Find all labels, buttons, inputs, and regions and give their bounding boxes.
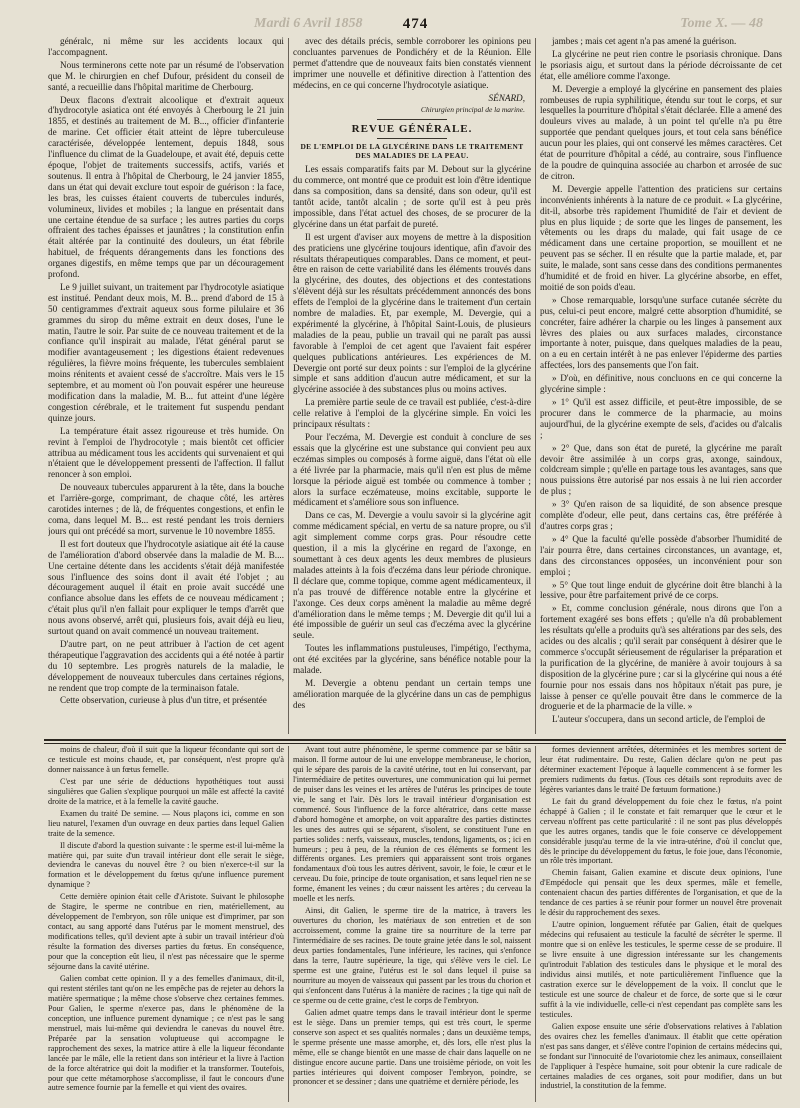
paragraph: Galien admet quatre temps dans le travail intérieur dont le sperme est le siège. Dans un premier temps, qui est très court, le sperme conserve son aspect et ses qualités normales ; dans un deuxième temps, le sperme présente une masse amorphe, et, dès lors, elle n'est plus la même, elle se change bientôt en une masse de chair dans laquelle on ne distingue encore aucune partie. Dans une troisième période, on voit les parties intérieures qui doivent composer l'embryon, poindre, se prononcer et se dessiner ; dans une quatrième et dernière période, les <box>293 1007 531 1087</box>
feuilleton-rule <box>44 743 786 744</box>
paragraph: » Chose remarquable, lorsqu'une surface cutanée sécrète du pus, celui-ci peut encore, malgré cette absorption d'humidité, se concréter, faire adhérer la charpie ou les linges à pansement aux lèvres des plaies ou aux surfaces malades, circonstance importante à noter, puisque, dans quelques maladies de la peau, on a eu en certain intérêt à ne pas enlever l'épiderme des parties affectées, lors des pansements que l'on fait. <box>540 294 782 371</box>
paragraph: Le fait du grand développement du foie chez le fœtus, n'a point échappé à Galien ; il le constate et fait remarquer que le cœur et le cerveau n'offrent pas cette particularité : il ne sont pas plus développés que les autres organes, tandis que le foie conserve ce développement considérable jusqu'au terme de la vie intra-utérine, d'où il conclut que, dès le principe du développement du fœtus, le foie joue, dans l'économie, un rôle très important. <box>540 796 782 866</box>
paragraph: formes deviennent arrêtées, déterminées et les membres sortent de leur état rudimentaire. Du reste, Galien déclare qu'on ne peut pas déterminer exactement l'époque à laquelle commencent à se former les premiers rudiments du fœtus. (Tous ces détails sont reproduits avec de légères variantes dans le traité De fœtuum formatione.) <box>540 745 782 794</box>
paragraph: La température était assez rigoureuse et très humide. On revint à l'emploi de l'hydrocotyle ; mais bientôt cet officier attribua au médicament tous les accidents qui survenaient et qui n'étaient que le développement pressenti de l'affection. Il fallut renoncer à son emploi. <box>48 425 284 480</box>
article-heading: DE L'EMPLOI DE LA GLYCÉRINE DANS LE TRAITEMENT DES MALADIES DE LA PEAU. <box>300 142 524 161</box>
paragraph: Le 9 juillet suivant, un traitement par l'hydrocotyle asiatique est institué. Pendant deux mois, M. B... prend d'abord de 15 à 50 centigrammes d'extrait aqueux sous forme pilulaire et 36 grammes du sirop du même extrait en deux doses, l'une le matin, l'autre le soir. Par suite de ce nouveau traitement et de la confiance qu'il inspirait au malade, l'état général parut se modifier avantageusement ; les digestions étaient redevenues régulières, la fièvre moins fréquente, les tubercules semblaient moins rénitents et avaient cessé de s'accroître. Mais vers le 15 septembre, et au moment où l'on pouvait espérer une heureuse modification dans la maladie, M. B... fut atteint d'une légère congestion cérébrale, et le traitement fut suspendu pendant quinze jours. <box>48 281 284 423</box>
bleed-through-volume: Tome X. — 48 <box>680 16 763 31</box>
author-signature: SÉNARD, <box>488 92 525 103</box>
paragraph: La première partie seule de ce travail est publiée, c'est-à-dire celle relative à l'emploi de la glycérine simple. En voici les principaux résultats : <box>293 397 531 430</box>
paragraph: » D'où, en définitive, nous concluons en ce qui concerne la glycérine simple : <box>540 373 782 395</box>
top-column-1 <box>48 36 284 736</box>
column-rule <box>288 746 289 1102</box>
paragraph: Toutes les inflammations pustuleuses, l'impétigo, l'ecthyma, ont été excitées par la glycérine, sans bénéfice notable pour la malade. <box>293 643 531 676</box>
column-rule <box>535 746 536 1102</box>
paragraph: Avant tout autre phénomène, le sperme commence par se bâtir sa maison. Il forme autour de lui une enveloppe membraneuse, le chorion, qui le sépare des parois de la cavité utérine, tout en lui conservant, par l'intermédiaire de petites ouvertures, une communication qui lui permet de puiser dans les veines et les artères de l'utérus les principes de toute vie, le sang et l'air. Dès lors le travail intérieur d'organisation est commencé. Sous l'influence de la force altératrice, dans cette masse d'abord homogène et amorphe, on voit apparaître des parties distinctes les unes des autres qui se séparent, s'isolent, se constituent l'une en parties solides : nerfs, vaisseaux, muscles, tendons, ligaments, os ; ici en humeurs ; peu à peu, de la réunion de ces éléments se forment les différents organes. Les premiers qui apparaissent sont trois organes fondamentaux d'où tous les autres dérivent, savoir, le foie, le cœur et le cerveau. Du foie, principe de toute organisation, et sans lequel rien ne se forme, émanent les veines ; du cœur naissent les artères ; du cerveau la moelle et les nerfs. <box>293 745 531 904</box>
section-divider <box>377 119 447 120</box>
paragraph: D'autre part, on ne peut attribuer à l'action de cet agent thérapeutique l'aggravation des accidents qui a été notée à partir du 10 septembre. Les progrès naturels de la maladie, le développement de nouveaux tubercules dans certaines régions, ne rendent que trop compte de la terminaison fatale. <box>48 638 284 693</box>
paragraph: » 4° Que la faculté qu'elle possède d'absorber l'humidité de l'air pourra être, dans certaines circonstances, un avantage, et, dans des circonstances opposées, un inconvénient pour son emploi ; <box>540 533 782 577</box>
paragraph: L'autre opinion, longuement réfutée par Galien, était de quelques médecins qui refusaient au testicule la faculté de sécréter le sperme. Il montre que si on enlève les testicules, le sperme cesse de se produire. Il se livre ensuite à une digression intéressante sur les changements qu'introduit l'ablation des testicules dans le physique et le moral des individus ainsi mutilés, et note particulièrement l'influence que la castration exerce sur le développement de la voix. Il conclut que le testicule est une source de chaleur et de force, de sorte que si le cœur suffit à la vie individuelle, celle-ci n'est cependant pas complète sans les testicules. <box>540 920 782 1019</box>
paragraph: Les essais comparatifs faits par M. Debout sur la glycérine du commerce, ont montré que ce produit est loin d'être identique dans sa composition, dans sa densité, dans son odeur, qu'il est tantôt acide, tantôt alcalin ; de sorte qu'il est à peu près impossible, dans l'état actuel des choses, de se procurer de la glycérine dans un état parfait de pureté. <box>293 164 531 229</box>
paragraph: Deux flacons d'extrait alcoolique et d'extrait aqueux d'hydrocotyle asiatica ont été envoyés à Cherbourg le 21 juin 1855, et destinés au traitement de M. B..., officier d'infanterie de marine. Cet officier était atteint de lèpre tuberculeuse caractérisée, développée lentement, depuis 1848, sous l'influence du climat de la Guadeloupe, et avait été, depuis cette époque, l'objet de traitements successifs, actifs, variés et soutenus. Il entra à l'hôpital de Cherbourg, le 24 janvier 1855, dans un état qui devait exclure tout espoir de guérison : la face, les bras, les cuisses étaient couverts de tubercules indurés, volumineux, livides et mobiles ; la langue en présentait dans une certaine étendue de sa surface ; les autres parties du corps offraient des taches épaisses et jaunâtres ; la constitution enfin était altérée par la continuité des douleurs, un état fébrile habituel, de fréquents dérangements dans les fonctions des organes digestifs, en même temps que par un découragement profond. <box>48 94 284 280</box>
column-rule <box>535 38 536 734</box>
section-divider <box>377 138 447 139</box>
paragraph: Il est urgent d'aviser aux moyens de mettre à la disposition des praticiens une glycérine toujours identique, afin d'avoir des résultats thérapeutiques comparables. Dans ce moment, et peut-être en raison de cette variabilité dans les éléments trouvés dans la glycérine, des doutes, des objections et des contestations s'élèvent déjà sur les résultats précédemment annoncés des bons effets de l'emploi de la glycérine dans le traitement d'un certain nombre de maladies. Et, par exemple, M. Devergie, qui a expérimenté la glycérine, à l'hôpital Saint-Louis, de plusieurs maladies de la peau, publie un travail qui ne paraît pas aussi favorable à l'emploi de cet agent que l'avaient fait espérer quelques publications antérieures. Les expériences de M. Devergie ont porté sur deux points : sur l'emploi de la glycérine simple et sans addition d'aucun autre médicament, et sur la glycérine associée à des substances plus ou moins actives. <box>293 231 531 395</box>
paragraph: » 2° Que, dans son état de pureté, la glycérine me paraît devoir être assimilée à un corps gras, axonge, saindoux, coldcream simple ; qu'elle en partage tous les avantages, sans que nous puissions être autorisé par nos essais à ne lui rien accorder de plus ; <box>540 442 782 497</box>
paragraph: Pour l'eczéma, M. Devergie est conduit à conclure de ses essais que la glycérine est une substance qui convient peu aux eczémas simples ou composés à forme aiguë, dans l'état où elle a été livrée par la pharmacie, mais qu'il n'en est plus de même lorsque la période aiguë est tombée ou commence à tomber ; alors la surface eczémateuse, moins excitable, supporte le médicament et s'améliore sous son influence. <box>293 432 531 508</box>
paragraph: L'auteur s'occupera, dans un second article, de l'emploi de <box>552 714 766 725</box>
page-header <box>48 16 783 36</box>
paragraph: Nous terminerons cette note par un résumé de l'observation que M. le chirurgien en chef Dufour, président du conseil de santé, a recueillie dans l'hôpital maritime de Cherbourg. <box>48 59 284 92</box>
paragraph: Galien expose ensuite une série d'observations relatives à l'ablation des ovaires chez les femelles d'animaux. Il établit que cette opération n'est pas sans danger, et s'élève contre l'opinion de certains médecins qui, se fondant sur l'innocuité de l'ovariotomie chez les animaux, conseillaient de l'appliquer à l'espèce humaine, soit pour obtenir la cure radicale de certaines maladies de ces organes, soit pour modifier, dans un but industriel, la constitution de la femme. <box>540 1021 782 1091</box>
paragraph: M. Devergie a obtenu pendant un certain temps une amélioration marquée de la glycérine dans un cas de pemphigus des <box>293 677 531 710</box>
paragraph: C'est par une série de déductions hypothétiques tout aussi singulières que Galien s'explique pourquoi un mâle est affecté la cavité droite de la matrice, et à la femelle la cavité gauche. <box>48 776 284 806</box>
feuilleton-column-2 <box>293 745 531 1103</box>
paragraph: Il est fort douteux que l'hydrocotyle asiatique ait été la cause de l'amélioration d'abord observée dans la maladie de M. B.... Une certaine détente dans les accidents s'était déjà manifestée sous l'influence des soins dont il avait été l'objet ; au découragement auquel il était en proie avait succédé une confiance absolue dans les effets de ce nouveau médicament ; c'était plus qu'il n'en fallait pour expliquer le temps d'arrêt que nous avons observé, arrêt qui, plusieurs fois, avait déjà eu lieu, surtout quand on avait commencé un nouveau traitement. <box>48 538 284 637</box>
paragraph: M. Devergie appelle l'attention des praticiens sur certains inconvénients inhérents à la nature de ce produit. « La glycérine, dit-il, absorbe très rapidement l'humidité de l'air et devient de plus en plus liquide ; de sorte que les linges de pansement, les vêtements ou les draps du malade, qui fait usage de ce médicament dans une certaine proportion, se mouillent et ne peuvent pas se sécher. Il en résulte que la partie malade, et, par suite, le malade, sont sans cesse dans des conditions permanentes d'humidité et de froid en hiver. La glycérine absorbe, en effet, moitié de son poids d'eau. <box>540 183 782 292</box>
bleed-through-date: Mardi 6 Avril 1858 <box>254 16 363 31</box>
paragraph: » 3° Qu'en raison de sa liquidité, de son absence presque complète d'odeur, elle peut, dans certains cas, être préférée à d'autres corps gras ; <box>540 499 782 531</box>
review-heading: REVUE GÉNÉRALE. <box>351 123 473 136</box>
paragraph: Dans ce cas, M. Devergie a voulu savoir si la glycérine agit comme médicament spécial, en vertu de sa nature propre, ou s'il agit simplement comme corps gras. Pour résoudre cette question, il a mis la glycérine en regard de l'axonge, en soumettant à ces deux agents les deux membres de plusieurs malades atteints à la fois d'eczéma dans leur période chronique. Il déclare que, comme topique, comme agent médicamenteux, il n'a pas trouvé de différence notable entre la glycérine et l'axonge. Ces deux corps amènent la maladie au même degré d'amélioration dans le même temps ; M. Devergie dit qu'il lui a été impossible de guérir un seul cas d'eczéma avec la glycérine seule. <box>293 510 531 641</box>
paragraph: moins de chaleur, d'où il suit que la liqueur fécondante qui sort de ce testicule est moins chaude, et, par conséquent, n'est propre qu'à donner naissance à un fœtus femelle. <box>48 745 284 774</box>
paragraph: M. Devergie a employé la glycérine en pansement des plaies rombeuses de rupia syphilitique, étendu sur tout le corps, et sur lesquelles la pourriture d'hôpital s'était déclarée. Elle a amené des douleurs vives au malade, à un point tel qu'elle n'a pu être supportée que pendant quelques jours, et tout cela sans bénéfice aucun pour les plaies, qui ont conservé les mêmes caractères. Cet état de pourriture d'hôpital a cédé, au contraire, sous l'influence de la poudre de quinquina associée au charbon et arrosée de suc de citron. <box>540 83 782 181</box>
feuilleton-column-1 <box>48 745 284 1103</box>
paragraph: avec des détails précis, semble corroborer les opinions peu concluantes parvenues de Pondichéry et de la Réunion. Elle permet d'attendre que de nouveaux faits bien constatés viennent imprimer une nouvelle et définitive direction à l'attention des médecins, en ce qui concerne l'hydrocotyle asiatique. <box>293 36 531 90</box>
feuilleton-column-3 <box>540 745 782 1103</box>
paragraph: » Et, comme conclusion générale, nous dirons que l'on a fortement exagéré ses bons effets ; qu'elle n'a dû probablement les résultats qu'elle a produits qu'à ses altérations par des sels, des acides ou des alcalis ; qu'il serait par conséquent à désirer que le commerce s'occupât sérieusement de régulariser la préparation et la purification de la glycérine, de manière à avoir toujours à sa disposition de la glycérine pure ; car si la glycérine qui nous a été fournie pour nos essais dans nos hôpitaux n'était pas pure, je laisse à penser ce qu'elle pouvait être dans le commerce de la droguerie et de la pharmacie de la ville. » <box>540 603 782 712</box>
paragraph: Chemin faisant, Galien examine et discute deux opinions, l'une d'Empédocle qui pensait que les deux spermes, mâle et femelle, contenaient chacun des parties différentes de l'organisation, et que de la tendance de ces parties à se réunir pour former un nouvel être provenait le désir du rapprochement des sexes. <box>540 868 782 918</box>
top-column-3 <box>540 36 782 736</box>
paragraph: Cette observation, curieuse à plus d'un titre, et présentée <box>60 695 267 706</box>
paragraph: Il discute d'abord la question suivante : le sperme est-il lui-même la matière qui, par suite d'un travail intérieur dont elle serait le siège, deviendra le canevas du nouvel être ? ou bien n'exerce-t-il sur la formation et le développement du fœtus qu'une influence purement dynamique ? <box>48 840 284 890</box>
feuilleton-rule <box>44 739 786 741</box>
top-column-2 <box>293 36 531 736</box>
paragraph: Galien combat cette opinion. Il y a des femelles d'animaux, dit-il, qui restent stériles tant qu'on ne les empêche pas de rejeter au dehors la matière spermatique ; la même chose s'observe chez certaines femmes. Pour Galien, le sperme n'exerce pas, dans le phénomène de la conception, une influence purement dynamique ; ce n'est pas le sang menstruel, mais lui-même qui deviendra le canevas du nouvel être. Préparée par la sensation voluptueuse qui accompagne le rapprochement des sexes, la matrice attire à elle la liqueur fécondante lancée par le mâle, elle la retient dans son intérieur et la livre à l'action de la force altératrice qui doit la modifier et la transformer. Toutefois, pour que cette métamorphose s'accomplisse, il faut le concours d'une autre semence fournie par la femelle et qui vient des ovaires. <box>48 973 284 1093</box>
column-rule <box>288 38 289 734</box>
page-number: 474 <box>402 16 429 32</box>
paragraph: » 5° Que tout linge enduit de glycérine doit être blanchi à la lessive, pour être parfaitement privé de ce corps. <box>540 579 782 601</box>
paragraph: Cette dernière opinion était celle d'Aristote. Suivant le philosophe de Stagire, le sperme ne contribue en rien, matériellement, au développement de l'embryon, son rôle unique est d'imprimer, par son contact, au sang apporté dans l'utérus par le moment menstruel, des modifications telles, qu'il devient apte à subir un travail intérieur d'où résulte la formation des diverses parties du fœtus. En conséquence, pour que la conception eût lieu, il n'est pas nécessaire que le sperme séjourne dans la cavité utérine. <box>48 892 284 972</box>
paragraph: généralc, ni même sur les accidents locaux qui l'accompagnent. <box>48 36 284 57</box>
author-title: Chirurgien principal de la marine. <box>420 105 525 115</box>
paragraph: Ainsi, dit Galien, le sperme tire de la matrice, à travers les ouvertures du chorion, les matériaux de son entretien et de son accroissement, comme la graine tire sa nourriture de la terre par l'intermédiaire de ses racines. De toute graine jetée dans le sol, naissent deux parties fondamentales, l'une inférieure, les racines, qui s'enfonce dans la terre, l'autre supérieure, la tige, qui s'élève vers le ciel. Le sperme est une graine, l'utérus est le sol dans lequel il puise sa nourriture au moyen de vaisseaux qui passent par les trous du chorion et qui s'enfoncent dans l'utérus à la manière de racines ; la tige qui naît de ce sperme ou de cette graine, c'est le corps de l'embryon. <box>293 906 531 1005</box>
paragraph: Examen du traité De semine. — Nous plaçons ici, comme en son lieu naturel, l'examen d'un ouvrage en deux parties dans lequel Galien traite de la semence. <box>48 808 284 838</box>
paragraph: jambes ; mais cet agent n'a pas amené la guérison. <box>552 36 737 46</box>
paragraph: » 1° Qu'il est assez difficile, et peut-être impossible, de se procurer dans le commerce de la pharmacie, au moins aujourd'hui, de la glycérine exempte de sels, d'acides ou d'alcalis ; <box>540 397 782 440</box>
paragraph: De nouveaux tubercules apparurent à la tête, dans la bouche et l'arrière-gorge, comprimant, de chaque côté, les artères carotides internes ; de là, de fréquentes congestions, et enfin le coma, dans lequel M. B... est resté pendant les trois derniers jours qui ont précédé sa mort, survenue le 10 novembre 1855. <box>48 482 284 536</box>
paragraph: La glycérine ne peut rien contre le psoriasis chronique. Dans le psoriasis aigu, et surtout dans la période décroissante de cet état, elle améliore comme l'axonge. <box>540 48 782 81</box>
